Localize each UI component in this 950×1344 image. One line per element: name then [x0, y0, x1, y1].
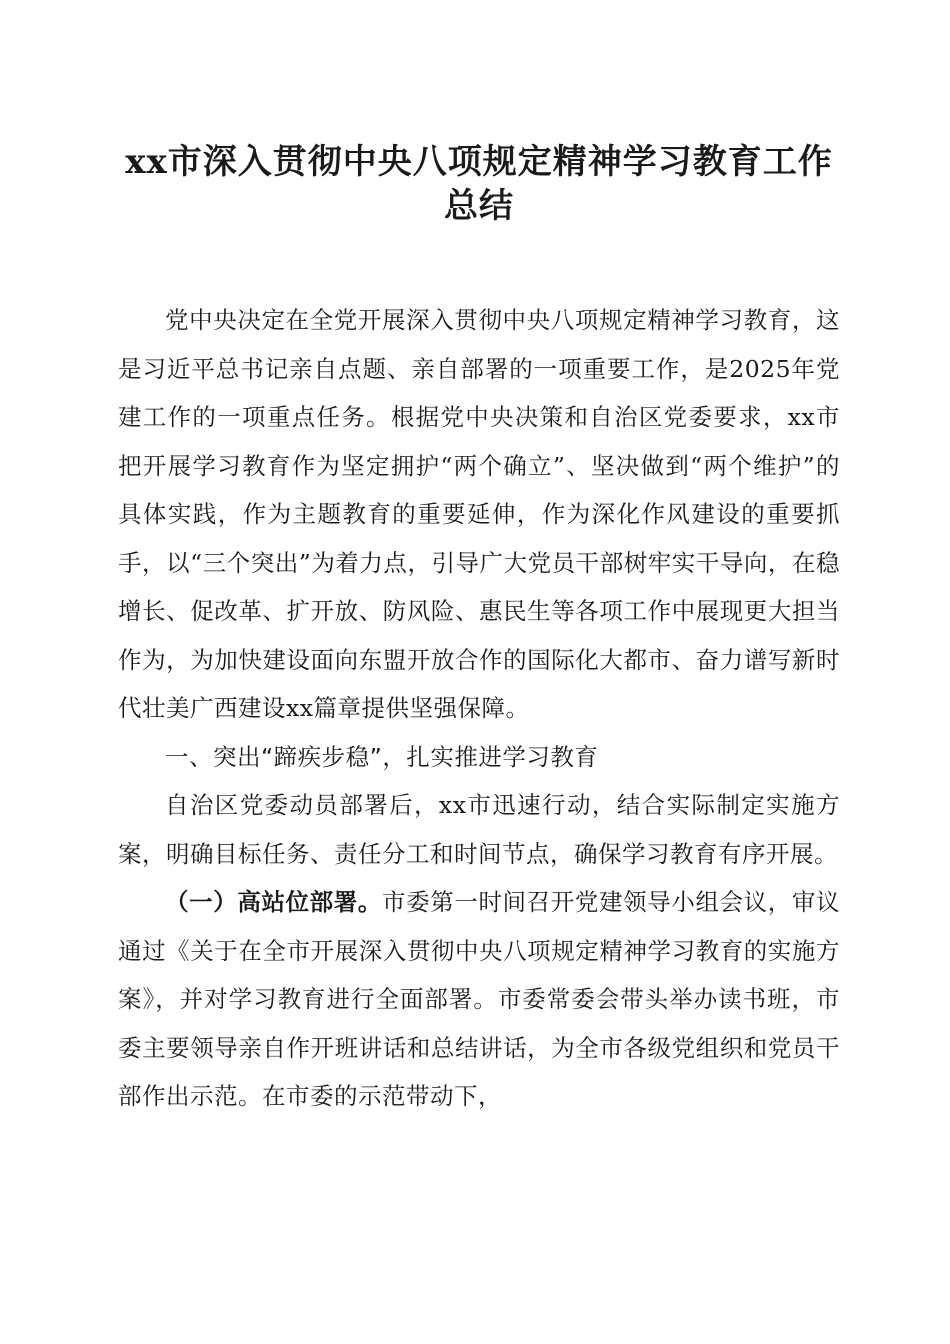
section-1-heading: 一、突出“蹄疾步稳”，扎实推进学习教育: [165, 742, 599, 771]
subsection-1-heading: （一）高站位部署。: [165, 888, 382, 916]
section-1-paragraph: 自治区党委动员部署后，xx市迅速行动，结合实际制定实施方案，明确目标任务、责任分工和时间节点，确保学习教育有序开展。: [118, 791, 840, 868]
subsection-1-paragraph: [118, 878, 840, 1121]
subsection-1-text: 市委第一时间召开党建领导小组会议，审议通过《关于在全市开展深入贯彻中央八项规定精神学习教育的实施方案》，并对学习教育进行全面部署。市委常委会带头举办读书班，市委主要领导亲自作开班讲话和总结讲话，为全市各级党组织和党员干部作出示范。在市委的示范带动下，: [118, 888, 840, 1110]
intro-paragraph: 党中央决定在全党开展深入贯彻中央八项规定精神学习教育，这是习近平总书记亲自点题、亲自部署的一项重要工作，是2025年党建工作的一项重点任务。根据党中央决策和自治区党委要求，xx市把开展学习教育作为坚定拥护“两个确立”、坚决做到“两个维护”的具体实践，作为主题教育的重要延伸，作为深化作风建设的重要抓手，以“三个突出”为着力点，引导广大党员干部树牢实干导向，在稳增长、促改革、扩开放、防风险、惠民生等各项工作中展现更大担当作为，为加快建设面向东盟开放合作的国际化大都市、奋力谱写新时代壮美广西建设xx篇章提供坚强保障。: [118, 306, 840, 722]
document-page: [118, 140, 840, 1121]
document-title: xx市深入贯彻中央八项规定精神学习教育工作总结: [125, 142, 833, 226]
